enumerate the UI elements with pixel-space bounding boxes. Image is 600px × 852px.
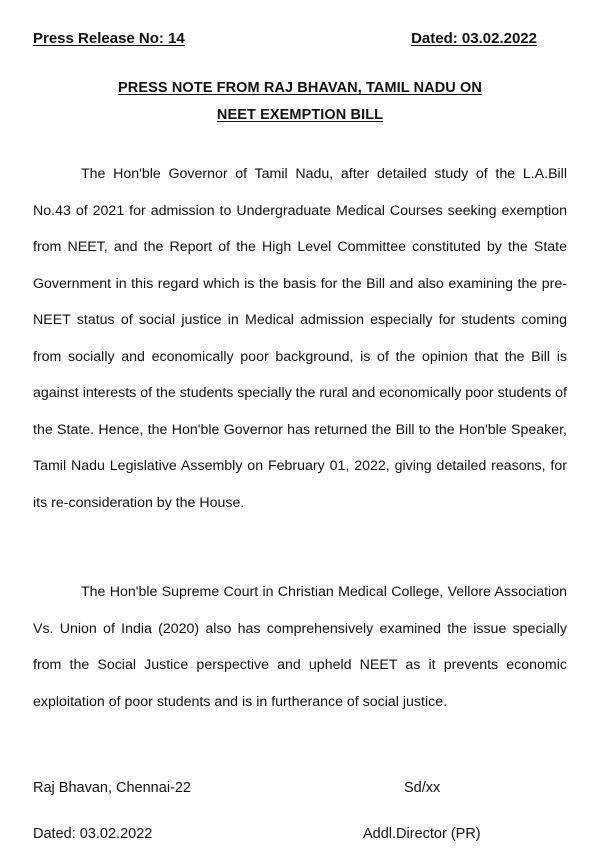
issuing-place: Raj Bhavan, Chennai-22 [33, 780, 191, 796]
signatory-designation: Addl.Director (PR) [363, 826, 481, 842]
signature-text: Sd/xx [404, 780, 441, 796]
footer-date: Dated: 03.02.2022 [33, 826, 153, 842]
body-paragraph-2: The Hon'ble Supreme Court in Christian Medical College, Vellore Association Vs. Union of India (2020) also has comprehensively examined the issue specially from the Social Justice perspective and upheld NEET as it prevents economic exploitation of poor students and is in furtherance of social justice. [33, 584, 567, 710]
press-note-title: PRESS NOTE FROM RAJ BHAVAN, TAMIL NADU ON [118, 80, 482, 96]
release-date: Dated: 03.02.2022 [411, 30, 537, 47]
press-release-number: Press Release No: 14 [33, 30, 185, 47]
press-note-subtitle: NEET EXEMPTION BILL [216, 107, 384, 123]
body-paragraph-1: The Hon'ble Governor of Tamil Nadu, after detailed study of the L.A.Bill No.43 of 2021 for admission to Undergraduate Medical Courses seeking exemption from NEET, and the Report of the High Level Committee constituted by the State Government in this regard which is the basis for the Bill and also examining the pre-NEET status of social justice in Medical admission especially for students coming from socially and economically poor background, is of the opinion that the Bill is against interests of the students specially the rural and economically poor students of the State. Hence, the Hon'ble Governor has returned the Bill to the Hon'ble Speaker, Tamil Nadu Legislative Assembly on February 01, 2022, giving detailed reasons, for its re-consideration by the House. [33, 166, 567, 511]
